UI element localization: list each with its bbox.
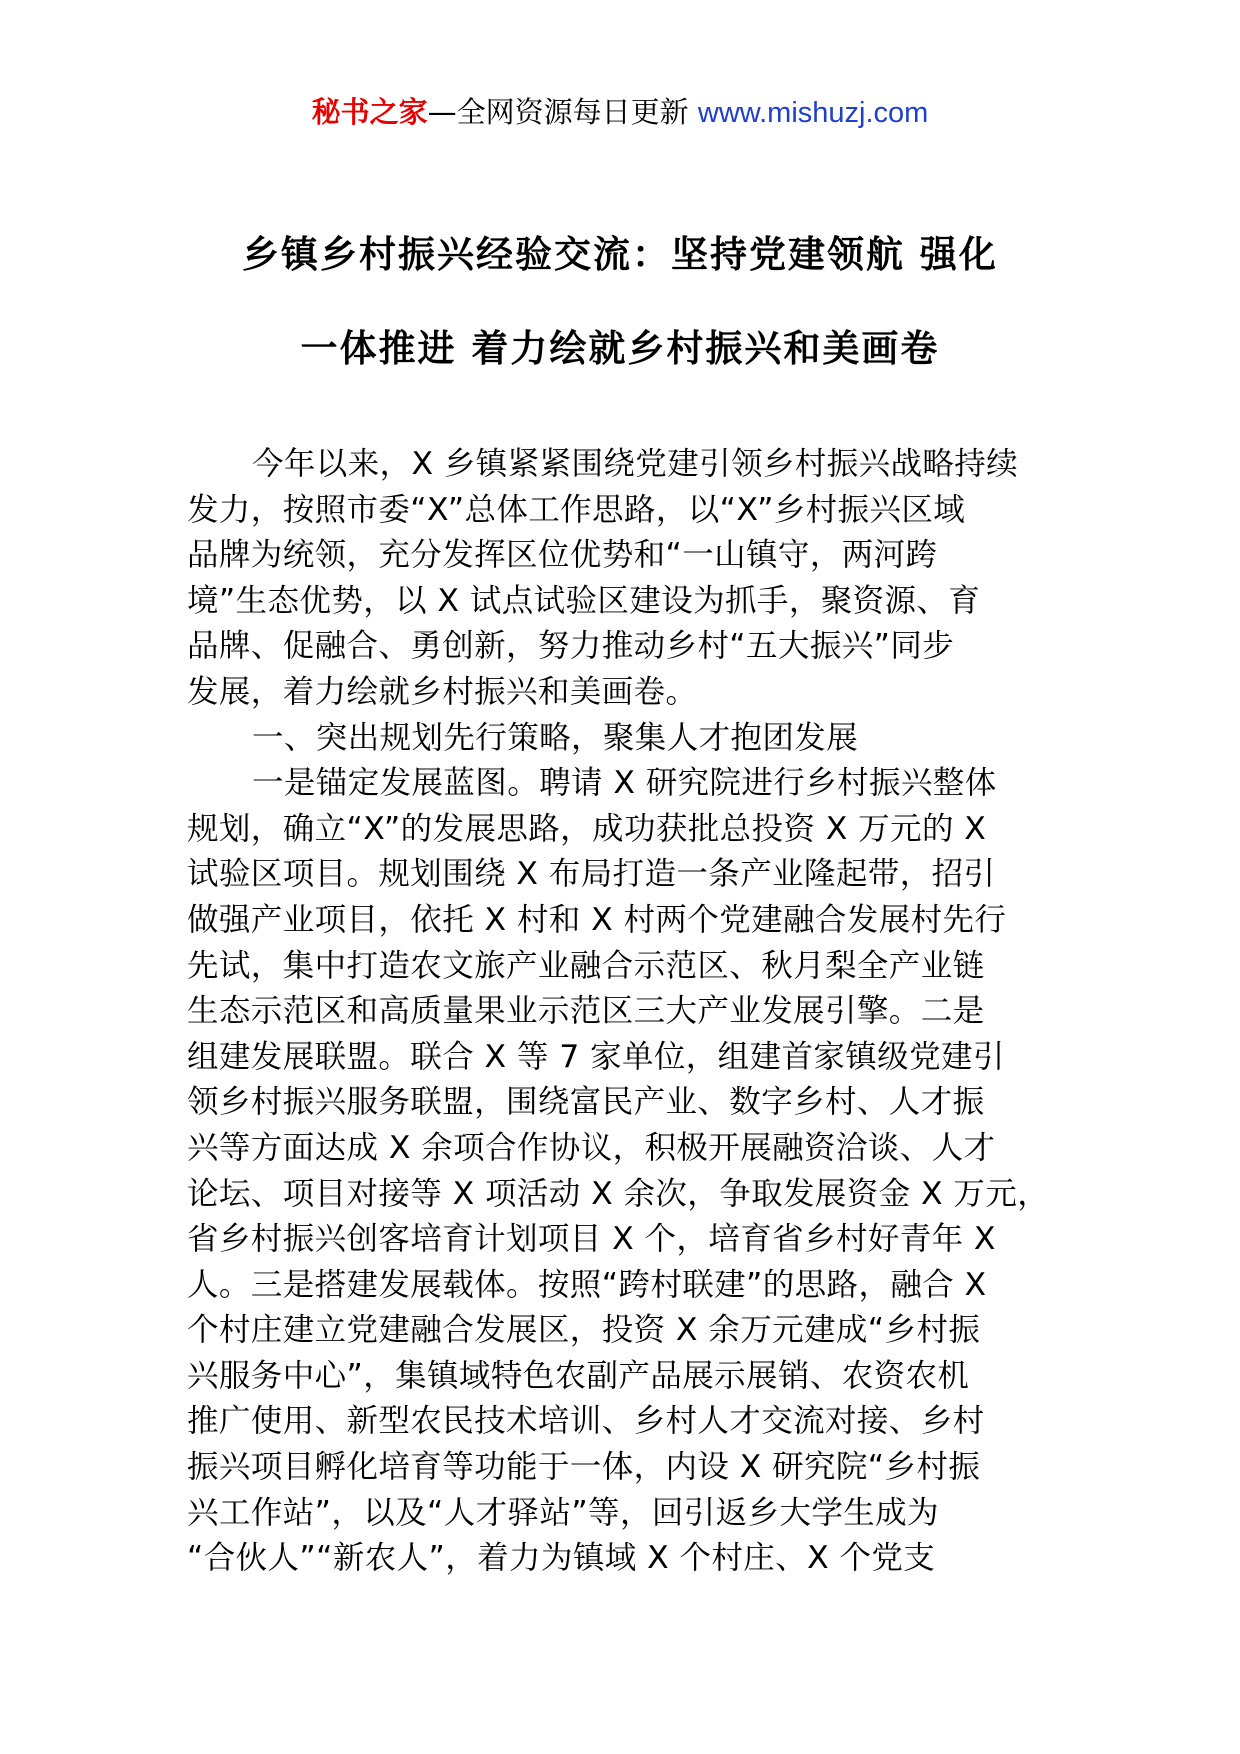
section-heading: 一、突出规划先行策略，聚集人才抱团发展 [252,719,859,756]
banner-tagline: —全网资源每日更新 [427,95,698,129]
body-line: 生态示范区和高质量果业示范区三大产业发展引擎。二是 [187,993,985,1030]
body-line: 品牌为统领，充分发挥区位优势和“一山镇守，两河跨 [187,537,938,574]
document-title [150,208,1090,396]
body-line: 先试，集中打造农文旅产业融合示范区、秋月梨全产业链 [187,947,985,984]
body-line: 推广使用、新型农民技术培训、乡村人才交流对接、乡村 [187,1403,985,1440]
body-line: 人。三是搭建发展载体。按照“跨村联建”的思路，融合 X [187,1266,987,1303]
body-line: 兴工作站”，以及“人才驿站”等，回引返乡大学生成为 [187,1494,939,1531]
body-line: 发展，着力绘就乡村振兴和美画卷。 [187,673,698,710]
body-line: 论坛、项目对接等 X 项活动 X 余次，争取发展资金 X 万元， [187,1175,1050,1212]
body-line: 发力，按照市委“X”总体工作思路，以“X”乡村振兴区域 [187,491,966,528]
title-line-2: 一体推进 着力绘就乡村振兴和美画卷 [300,327,940,370]
site-url-link[interactable]: www.mishuzj.com [697,97,929,129]
body-line: 组建发展联盟。联合 X 等 7 家单位，组建首家镇级党建引 [187,1038,1005,1075]
body-line: 振兴项目孵化培育等功能于一体，内设 X 研究院“乡村振 [187,1449,981,1486]
body-line: “合伙人”“新农人”，着力为镇域 X 个村庄、X 个党支 [187,1540,936,1577]
body-line: 兴服务中心”，集镇域特色农副产品展示展销、农资农机 [187,1357,970,1394]
site-banner [0,92,1240,133]
body-line: 兴等方面达成 X 余项合作协议，积极开展融资洽谈、人才 [187,1129,996,1166]
body-line: 个村庄建立党建融合发展区，投资 X 余万元建成“乡村振 [187,1312,981,1349]
body-line: 今年以来，X 乡镇紧紧围绕党建引领乡村振兴战略持续 [252,446,1019,482]
body-line: 省乡村振兴创客培育计划项目 X 个，培育省乡村好青年 X [187,1221,996,1258]
body-line: 境”生态优势，以 X 试点试验区建设为抓手，聚资源、育 [187,582,981,619]
brand-name: 秘书之家 [311,95,428,129]
body-line: 规划，确立“X”的发展思路，成功获批总投资 X 万元的 X [187,810,987,847]
title-line-1: 乡镇乡村振兴经验交流：坚持党建领航 强化 [242,233,998,276]
body-line: 领乡村振兴服务联盟，围绕富民产业、数字乡村、人才振 [187,1084,985,1121]
body-line: 品牌、促融合、勇创新，努力推动乡村“五大振兴”同步 [187,628,955,665]
body-line: 试验区项目。规划围绕 X 布局打造一条产业隆起带，招引 [187,856,996,893]
document-body [187,442,1087,1582]
body-line: 做强产业项目，依托 X 村和 X 村两个党建融合发展村先行 [187,901,1007,938]
body-line: 一是锚定发展蓝图。聘请 X 研究院进行乡村振兴整体 [252,765,997,802]
